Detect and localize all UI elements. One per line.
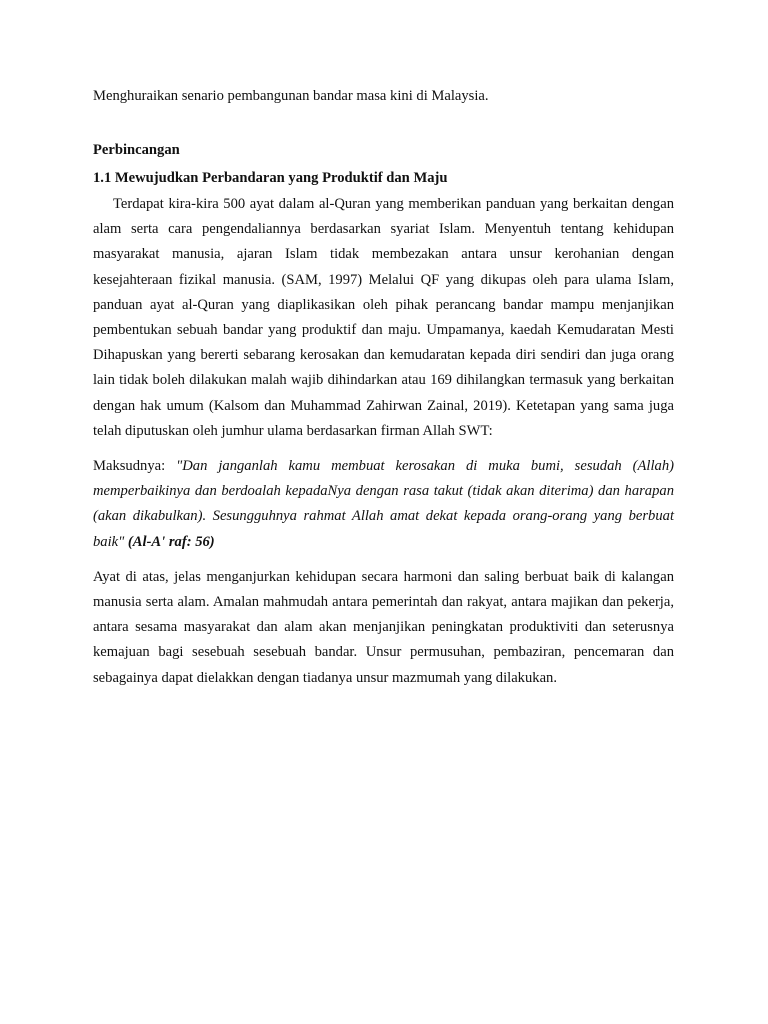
paragraph-2: Ayat di atas, jelas menganjurkan kehidupan secara harmoni dan saling berbuat baik di kalangan manusia serta alam. Amalan mahmudah antara pemerintah dan rakyat, antara majikan dan pekerja, antara sesama masyarakat dan alam akan menjanjikan peningkatan produktiviti dan seterusnya kemajuan bagi sesebuah sesebuah bandar. Unsur permusuhan, pembaziran, pencemaran dan sebagainya dapat dielakkan dengan tiadanya unsur mazmumah yang dilakukan. [93,568,674,686]
intro-line: Menghuraikan senario pembangunan bandar masa kini di Malaysia. [93,88,489,104]
subsection-heading: 1.1 Mewujudkan Perbandaran yang Produktif dan Maju [93,170,448,186]
section-heading: Perbincangan [93,142,180,158]
quote-prefix: Maksudnya: [93,458,177,475]
quote-text: "Dan janganlah kamu membuat kerosakan di muka bumi, sesudah (Allah) memperbaikinya dan berdoalah kepadaNya dengan rasa takut (tidak akan diterima) dan harapan (akan dikabulkan). Sesungguhnya rahmat Allah amat dekat kepada orang-orang yang berbuat baik" [93,458,674,550]
document-body [93,86,674,691]
quote-paragraph [93,454,674,555]
quote-reference: (Al-A' raf: 56) [127,533,215,550]
paragraph-1: Terdapat kira-kira 500 ayat dalam al-Quran yang memberikan panduan yang berkaitan dengan alam serta cara pengendaliannya berdasarkan syariat Islam. Menyentuh tentang kehidupan masyarakat manusia, ajaran Islam tidak membezakan antara unsur kerohanian dengan kesejahteraan fizikal manusia. (SAM, 1997) Melalui QF yang dikupas oleh para ulama Islam, panduan ayat al-Quran yang diaplikasikan oleh pihak perancang bandar mampu menjanjikan pembentukan sebuah bandar yang produktif dan maju. Umpamanya, kaedah Kemudaratan Mesti Dihapuskan yang bererti sebarang kerosakan dan kemudaratan kepada diri sendiri dan juga orang lain tidak boleh dilakukan malah wajib dihindarkan atau 169 dihilangkan termasuk yang berkaitan dengan hak umum (Kalsom dan Muhammad Zahirwan Zainal, 2019). Ketetapan yang sama juga telah diputuskan oleh jumhur ulama berdasarkan firman Allah SWT: [93,196,674,439]
